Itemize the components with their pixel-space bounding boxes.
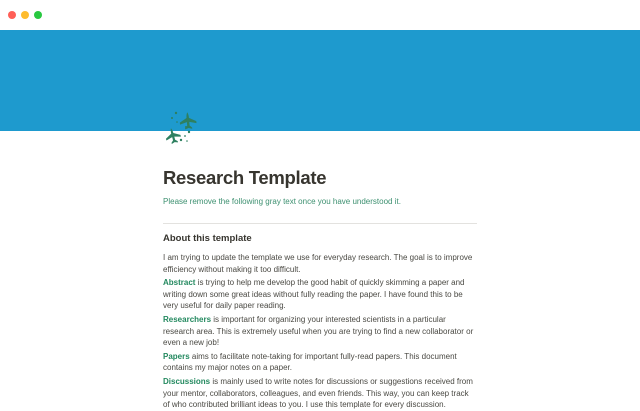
paragraph-lead: Abstract xyxy=(163,278,196,288)
section-heading[interactable]: About this template xyxy=(163,233,252,244)
paragraph-text: is mainly used to write notes for discussions or suggestions received from your mentor, collaborators, colleagues, and even friends. This way, you can keep track of who contributed brilliant ideas to you. I use this template for every discussion. xyxy=(163,376,473,410)
page-title[interactable]: Research Template xyxy=(163,167,327,188)
paragraph-lead: Researchers xyxy=(163,314,212,324)
paragraph-abstract[interactable] xyxy=(163,277,477,312)
paragraph-lead: Papers xyxy=(163,351,190,361)
paragraph-lead: Discussions xyxy=(163,376,211,386)
paragraph-researchers[interactable] xyxy=(163,314,477,349)
minimize-button[interactable] xyxy=(21,11,29,19)
paragraph-text: is trying to help me develop the good habit of quickly skimming a paper and writing down some great ideas without fully reading the paper. I have found this to be very useful for daily paper reading. xyxy=(163,278,465,311)
airplanes-icon xyxy=(163,106,203,146)
titlebar xyxy=(0,0,640,30)
close-button[interactable] xyxy=(8,11,16,19)
page-icon[interactable] xyxy=(163,106,203,146)
zoom-button[interactable] xyxy=(34,11,42,19)
paragraph-intro[interactable] xyxy=(163,252,477,275)
paragraph-papers[interactable] xyxy=(163,351,477,374)
paragraph-text: I am trying to update the template we use for everyday research. The goal is to improve efficiency without making it too difficult. xyxy=(163,253,473,274)
paragraph-text: aims to facilitate note-taking for important fully-read papers. This document contains my major notes on a paper. xyxy=(163,351,457,373)
instruction-text[interactable]: Please remove the following gray text once you have understood it. xyxy=(163,197,401,206)
paragraph-discussions[interactable] xyxy=(163,376,477,411)
divider xyxy=(163,223,477,224)
page-content xyxy=(163,106,477,411)
paragraph-text: is important for organizing your interested scientists in a particular research area. This is extremely useful when you are trying to find a new collaborator or even a new job! xyxy=(163,314,474,348)
